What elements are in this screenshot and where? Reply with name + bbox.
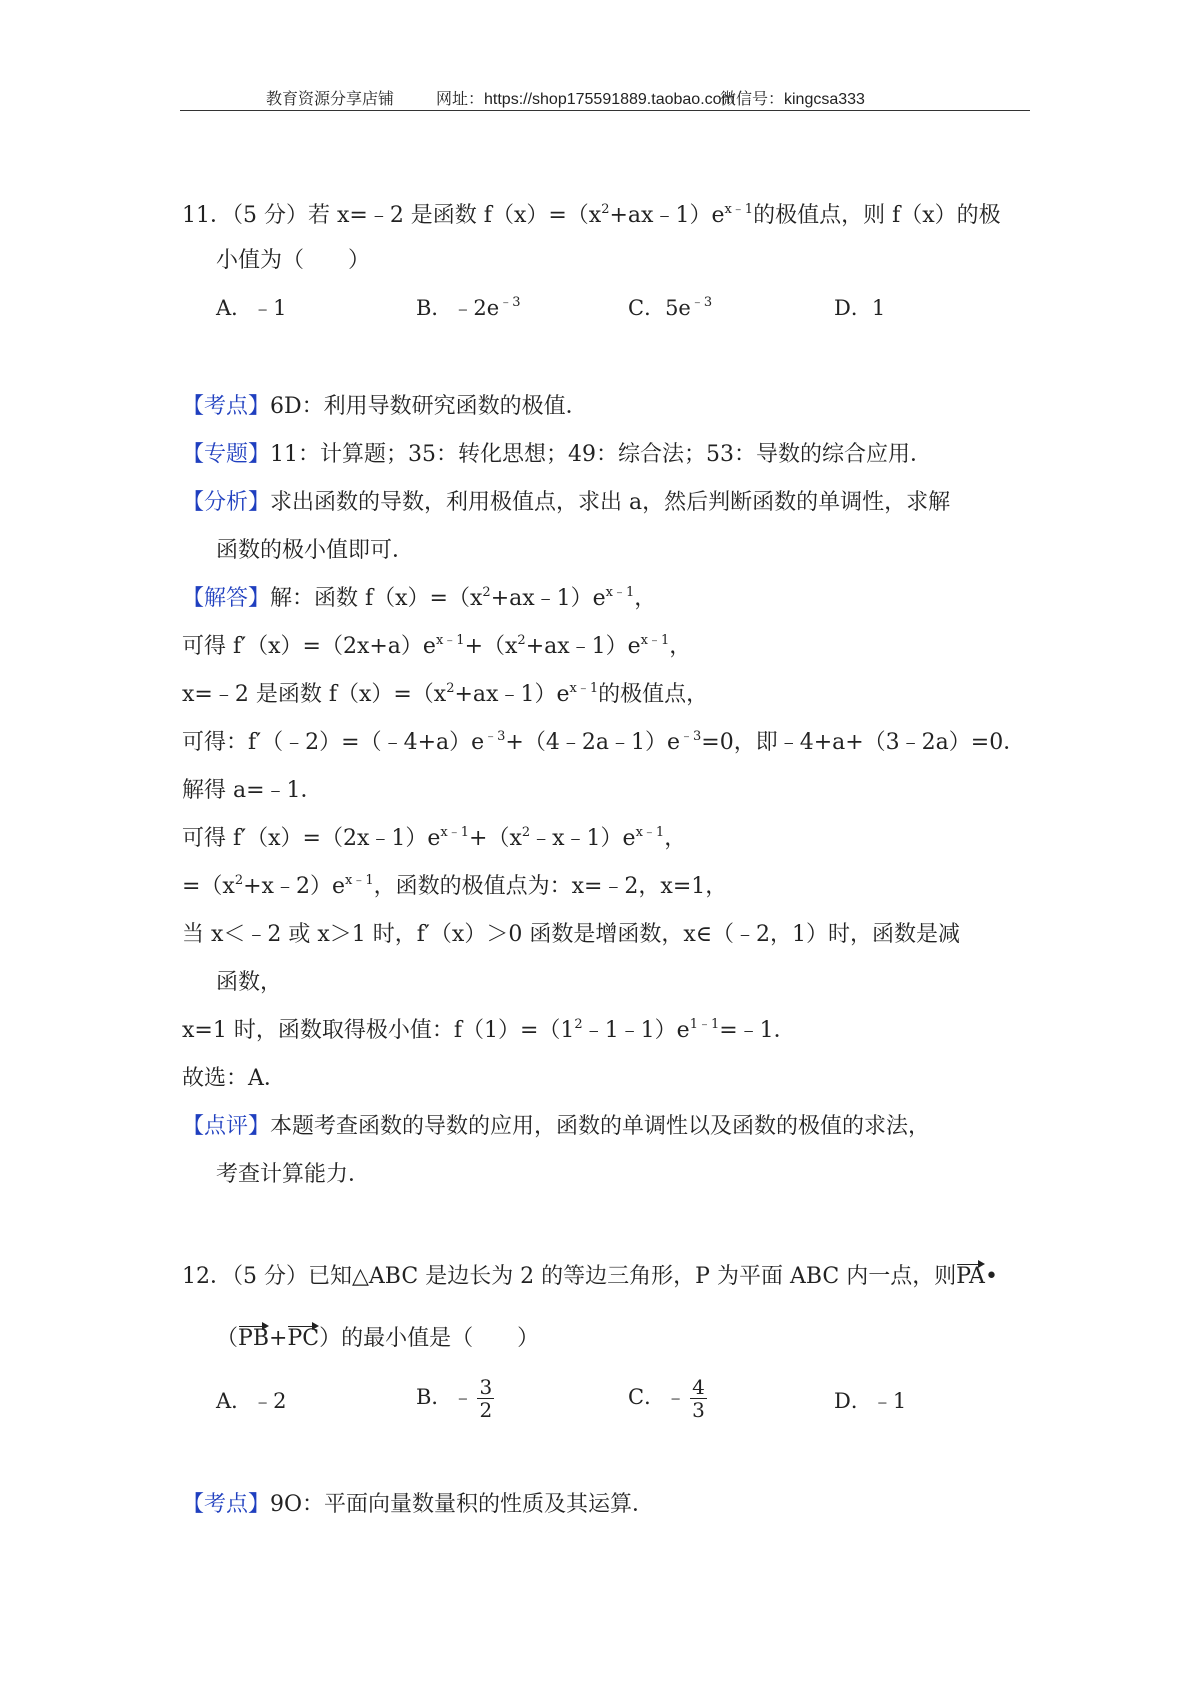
q11-sol-line6: 可得 $f'(x)=(2x﹣1)e^{x﹣1}+(x^2﹣x﹣1)e^{x﹣1}$， bbox=[182, 825, 687, 851]
q11-sol-line5: 解得 a=﹣1． bbox=[182, 778, 323, 803]
fraction-4-3: $\frac{4}{3}$ bbox=[692, 1375, 705, 1422]
vector-pb: PB bbox=[238, 1324, 269, 1354]
q11-dianping: 【点评】本题考查函数的导数的应用，函数的单调性以及函数的极值的求法， bbox=[182, 1114, 931, 1139]
q11-option-b: B．$﹣2e^{﹣3}$ bbox=[416, 295, 521, 320]
q11-fenxi: 【分析】求出函数的导数，利用极值点，求出 a，然后判断函数的单调性，求解 bbox=[182, 490, 951, 515]
header-wechat: 微信号：kingcsa333 bbox=[720, 91, 865, 108]
q12-option-d: D．﹣1 bbox=[834, 1389, 907, 1413]
q11-sol-line7: $=(x^2+x﹣2)e^{x﹣1}$，函数的极值点为：x=﹣2，x=1， bbox=[182, 873, 728, 899]
q11-option-a: A．﹣1 bbox=[216, 296, 287, 320]
fraction-3-2: $\frac{3}{2}$ bbox=[479, 1375, 493, 1422]
q11-option-c: C．$5e^{﹣3}$ bbox=[628, 295, 713, 320]
q12-kaodian: 【考点】9O：平面向量数量积的性质及其运算． bbox=[182, 1492, 655, 1517]
q11-jieda: 【解答】解：函数 $f(x)=(x^2+ax﹣1)e^{x﹣1}$， bbox=[182, 585, 657, 611]
q11-sol-line11: 故选：A． bbox=[182, 1066, 286, 1091]
q11-fenxi-cont: 函数的极小值即可． bbox=[216, 538, 415, 563]
vector-pa: PA bbox=[956, 1262, 985, 1292]
q11-zhuanti: 【专题】11：计算题；35：转化思想；49：综合法；53：导数的综合应用． bbox=[182, 442, 932, 467]
q11-sol-line3: x=﹣2 是函数 $f(x)=(x^2+ax﹣1)e^{x﹣1}$的极值点， bbox=[182, 681, 709, 707]
q11-sol-line10: x=1 时，函数取得极小值：$f(1)=(1^2﹣1﹣1)e^{1﹣1}=﹣1$． bbox=[182, 1017, 796, 1043]
q12-option-a: A．﹣2 bbox=[216, 1389, 287, 1413]
q11-sol-line2: 可得 $f'(x)=(2x+a)e^{x﹣1}+(x^2+ax﹣1)e^{x﹣1}$， bbox=[182, 633, 692, 659]
q12-stem-line1: 12．（5 分）已知△ABC 是边长为 2 的等边三角形，P 为平面 ABC 内一点，则PA• bbox=[182, 1262, 998, 1292]
header-shop: 教育资源分享店铺 bbox=[266, 91, 395, 108]
q11-sol-line8: 当 x＜﹣2 或 x＞1 时，f′（x）＞0 函数是增函数，x∈（﹣2，1）时，函数是减 bbox=[182, 922, 961, 947]
q11-kaodian: 【考点】6D：利用导数研究函数的极值． bbox=[182, 394, 588, 419]
q12-option-c: C．﹣ $\frac{4}{3}$ bbox=[628, 1375, 705, 1422]
q11-stem-line1: 11．（5 分）若 x=﹣2 是函数 $f(x)=(x^2+ax﹣1)e^{x﹣1}$的极值点，则 f（x）的极 bbox=[182, 202, 1001, 228]
q11-stem-line2: 小值为（ ） bbox=[216, 248, 371, 273]
q11-sol-line9: 函数， bbox=[216, 970, 283, 995]
q11-option-d: D．1 bbox=[834, 296, 886, 320]
vector-pc: PC bbox=[287, 1324, 319, 1354]
page-header bbox=[180, 86, 1030, 111]
header-url: 网址：https://shop175591889.taobao.com bbox=[436, 91, 735, 108]
q12-option-b: B．﹣ $\frac{3}{2}$ bbox=[416, 1375, 493, 1422]
q11-sol-line4: 可得：$f'(﹣2)=(﹣4+a)e^{﹣3}+(4﹣2a﹣1)e^{﹣3}=0$，即﹣4+a+（3﹣2a）=0． bbox=[182, 729, 1026, 755]
q11-dianping-cont: 考查计算能力． bbox=[216, 1162, 371, 1187]
q12-stem-line2: （PB+PC）的最小值是（ ） bbox=[216, 1324, 539, 1354]
